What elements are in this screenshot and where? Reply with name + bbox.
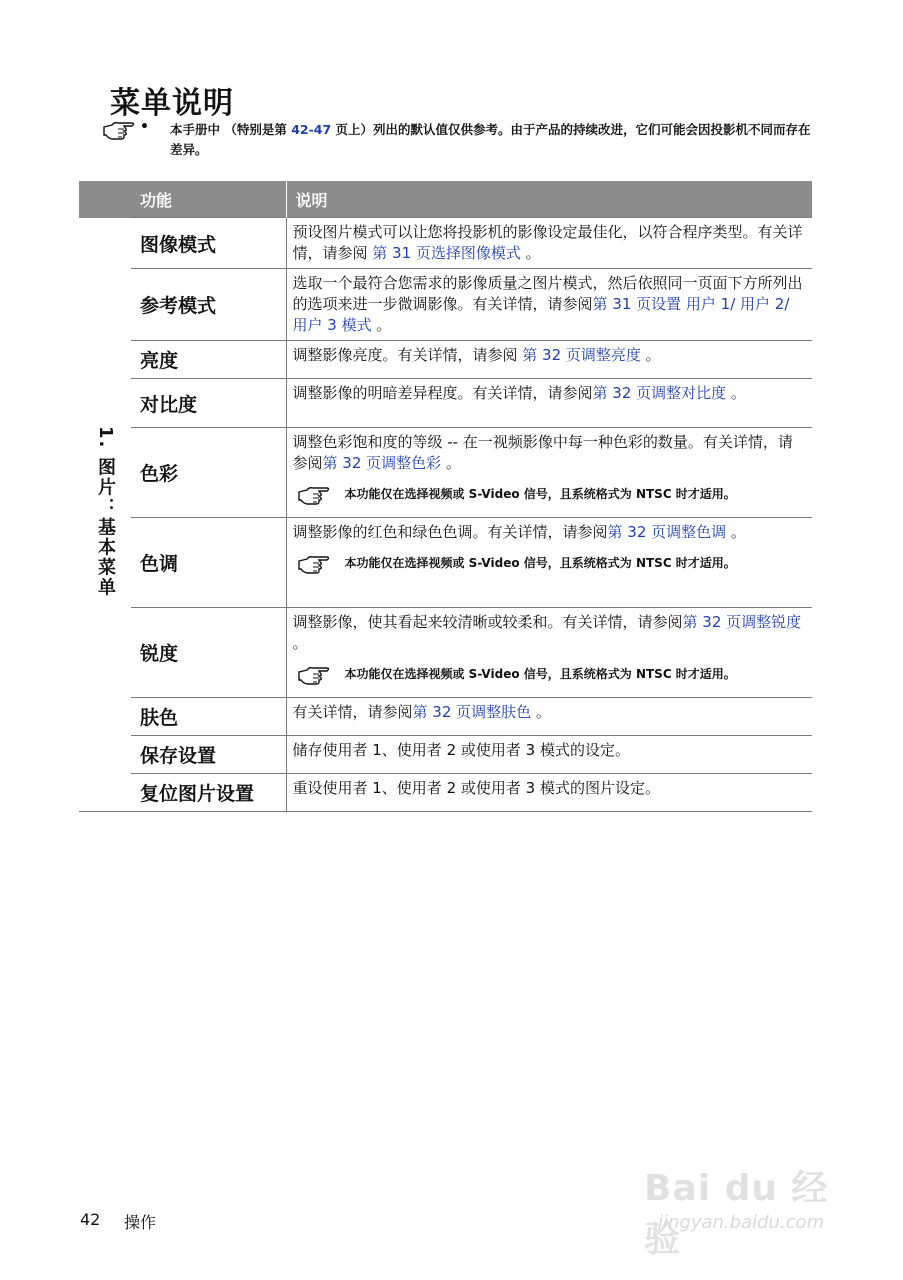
function-name: 保存设置 bbox=[131, 736, 286, 774]
section-label: 操作 bbox=[124, 1213, 157, 1232]
function-name: 参考模式 bbox=[131, 269, 286, 341]
function-name: 亮度 bbox=[131, 341, 286, 379]
watermark-main: Bai du 经验 bbox=[644, 1168, 829, 1260]
table-row bbox=[79, 269, 812, 341]
function-desc: 调整色彩饱和度的等级 -- 在一视频影像中每一种色彩的数量。有关详情，请参阅第 32 页调整色彩 。 本功能仅在选择视频或 S-Video 信号，且系统格式为 NTSC 时才适用。 bbox=[286, 428, 812, 518]
ntsc-note bbox=[293, 553, 805, 575]
header-category bbox=[79, 181, 131, 218]
function-name: 复位图片设置 bbox=[131, 774, 286, 812]
desc-link[interactable]: 第 31 页设置 用户 1/ 用户 2/ 用户 3 模式 bbox=[292, 295, 790, 334]
page-number: 42 bbox=[80, 1210, 101, 1229]
table-row bbox=[79, 379, 812, 428]
note-text: 本手册中 （特别是第 42-47 页上）列出的默认值仅供参考。由于产品的持续改进，它们可能会因投影机不同而存在差异。 bbox=[170, 122, 811, 157]
pointing-hand-icon bbox=[102, 119, 136, 141]
header-description: 说明 bbox=[286, 181, 812, 218]
function-name: 色调 bbox=[131, 518, 286, 608]
table-row bbox=[79, 736, 812, 774]
table-row bbox=[79, 518, 812, 608]
function-name: 肤色 bbox=[131, 698, 286, 736]
desc-link[interactable]: 第 32 页调整肤色 bbox=[412, 703, 532, 721]
pointing-hand-icon bbox=[297, 484, 331, 506]
table-row bbox=[79, 608, 812, 698]
function-desc: 调整影像亮度。有关详情，请参阅 第 32 页调整亮度 。 bbox=[286, 341, 812, 379]
menu-table bbox=[79, 181, 812, 812]
table-row bbox=[79, 218, 812, 269]
function-desc: 选取一个最符合您需求的影像质量之图片模式，然后依照同一页面下方所列出的选项来进一步微调影像。有关详情，请参阅第 31 页设置 用户 1/ 用户 2/ 用户 3 模式 。 bbox=[286, 269, 812, 341]
function-desc: 储存使用者 1、使用者 2 或使用者 3 模式的设定。 bbox=[286, 736, 812, 774]
category-label: 1. 图片：基本菜单 bbox=[95, 426, 116, 599]
ntsc-note bbox=[293, 484, 805, 506]
function-desc: 有关详情，请参阅第 32 页调整肤色 。 bbox=[286, 698, 812, 736]
table-row bbox=[79, 341, 812, 379]
header-function: 功能 bbox=[131, 181, 286, 218]
table-row bbox=[79, 774, 812, 812]
note-text: 本功能仅在选择视频或 S-Video 信号，且系统格式为 NTSC 时才适用。 bbox=[344, 487, 736, 501]
desc-link[interactable]: 第 32 页调整锐度 bbox=[682, 613, 802, 631]
function-name: 对比度 bbox=[131, 379, 286, 428]
ntsc-note bbox=[293, 664, 805, 686]
desc-link[interactable]: 第 32 页调整色彩 bbox=[322, 454, 442, 472]
note-pages-link[interactable]: 42-47 bbox=[291, 122, 332, 137]
desc-link[interactable]: 第 32 页调整亮度 bbox=[522, 346, 641, 364]
function-name: 锐度 bbox=[131, 608, 286, 698]
note-text: 本功能仅在选择视频或 S-Video 信号，且系统格式为 NTSC 时才适用。 bbox=[344, 556, 736, 570]
desc-link[interactable]: 第 32 页调整对比度 bbox=[592, 384, 727, 402]
table-row bbox=[79, 428, 812, 518]
function-desc: 重设使用者 1、使用者 2 或使用者 3 模式的图片设定。 bbox=[286, 774, 812, 812]
table-row bbox=[79, 698, 812, 736]
table-header-row bbox=[79, 181, 812, 218]
function-desc: 调整影像，使其看起来较清晰或较柔和。有关详情，请参阅第 32 页调整锐度 。 本功能仅在选择视频或 S-Video 信号，且系统格式为 NTSC 时才适用。 bbox=[286, 608, 812, 698]
note-bullet: • bbox=[140, 119, 149, 135]
function-desc: 调整影像的明暗差异程度。有关详情，请参阅第 32 页调整对比度 。 bbox=[286, 379, 812, 428]
desc-link[interactable]: 第 32 页调整色调 bbox=[607, 523, 727, 541]
function-name: 色彩 bbox=[131, 428, 286, 518]
pointing-hand-icon bbox=[297, 664, 331, 686]
desc-link[interactable]: 第 31 页选择图像模式 bbox=[372, 244, 521, 262]
note-text: 本功能仅在选择视频或 S-Video 信号，且系统格式为 NTSC 时才适用。 bbox=[344, 667, 736, 681]
page-title: 菜单说明 bbox=[110, 86, 234, 121]
category-cell bbox=[79, 218, 131, 812]
baidu-watermark bbox=[640, 1150, 860, 1260]
function-name: 图像模式 bbox=[131, 218, 286, 269]
function-desc: 预设图片模式可以让您将投影机的影像设定最佳化，以符合程序类型。有关详情，请参阅 第 31 页选择图像模式 。 bbox=[286, 218, 812, 269]
watermark-sub: jingyan.baidu.com bbox=[658, 1212, 825, 1233]
function-desc: 调整影像的红色和绿色色调。有关详情，请参阅第 32 页调整色调 。 本功能仅在选择视频或 S-Video 信号，且系统格式为 NTSC 时才适用。 bbox=[286, 518, 812, 608]
pointing-hand-icon bbox=[297, 553, 331, 575]
